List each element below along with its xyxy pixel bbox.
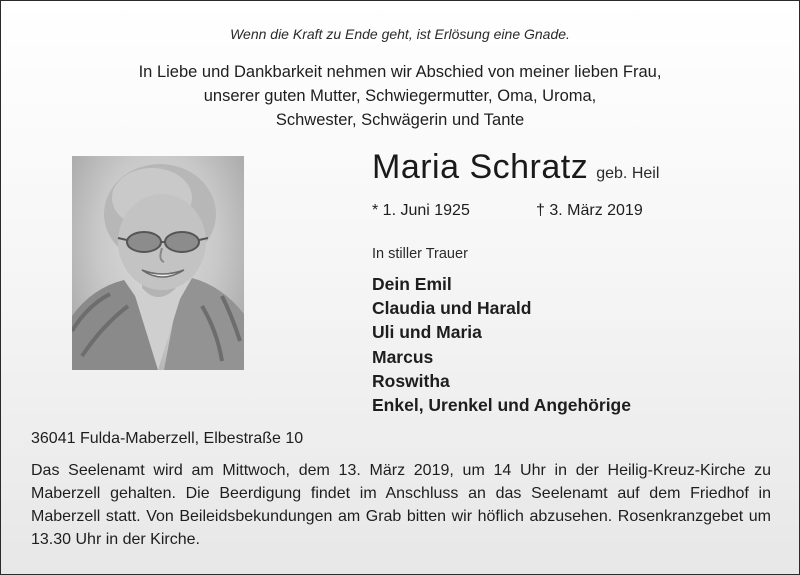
mourner-item: Uli und Maria <box>372 322 482 343</box>
deceased-name-block <box>372 148 659 187</box>
portrait-photo <box>72 156 244 370</box>
intro-text <box>0 60 800 132</box>
intro-line: unserer guten Mutter, Schwiegermutter, Oma, Uroma, <box>203 87 597 105</box>
mourner-item: Roswitha <box>372 370 450 391</box>
mourning-label: In stiller Trauer <box>372 246 468 262</box>
mourner-item: Enkel, Urenkel und Angehörige <box>372 395 631 416</box>
portrait-image <box>72 156 244 370</box>
mourner-item: Dein Emil <box>372 274 452 294</box>
deceased-name: Maria Schratz <box>372 148 589 186</box>
mourners-list <box>372 272 631 417</box>
family-address: 36041 Fulda-Maberzell, Elbestraße 10 <box>31 430 304 447</box>
intro-line: In Liebe und Dankbarkeit nehmen wir Abschied von meiner lieben Frau, <box>138 63 662 81</box>
service-details: Das Seelenamt wird am Mittwoch, dem 13. März 2019, um 14 Uhr in der Heilig-Kreuz-Kirche zu Maberzell gehalten. Die Beerdigung findet im Anschluss an das Seelenamt auf dem Friedhof in Maberzell statt. Von Beileidsbekundungen am Grab bitten wir höflich abzusehen. Rosenkranzgebet um 13.30 Uhr in der Kirche. <box>31 462 771 548</box>
mourner-item: Claudia und Harald <box>372 298 532 319</box>
death-date: † 3. März 2019 <box>536 202 643 219</box>
birth-date: * 1. Juni 1925 <box>372 202 470 219</box>
maiden-name: geb. Heil <box>596 165 660 182</box>
motto: Wenn die Kraft zu Ende geht, ist Erlösung eine Gnade. <box>230 26 570 42</box>
intro-line: Schwester, Schwägerin und Tante <box>275 111 525 129</box>
mourner-item: Marcus <box>372 346 434 367</box>
